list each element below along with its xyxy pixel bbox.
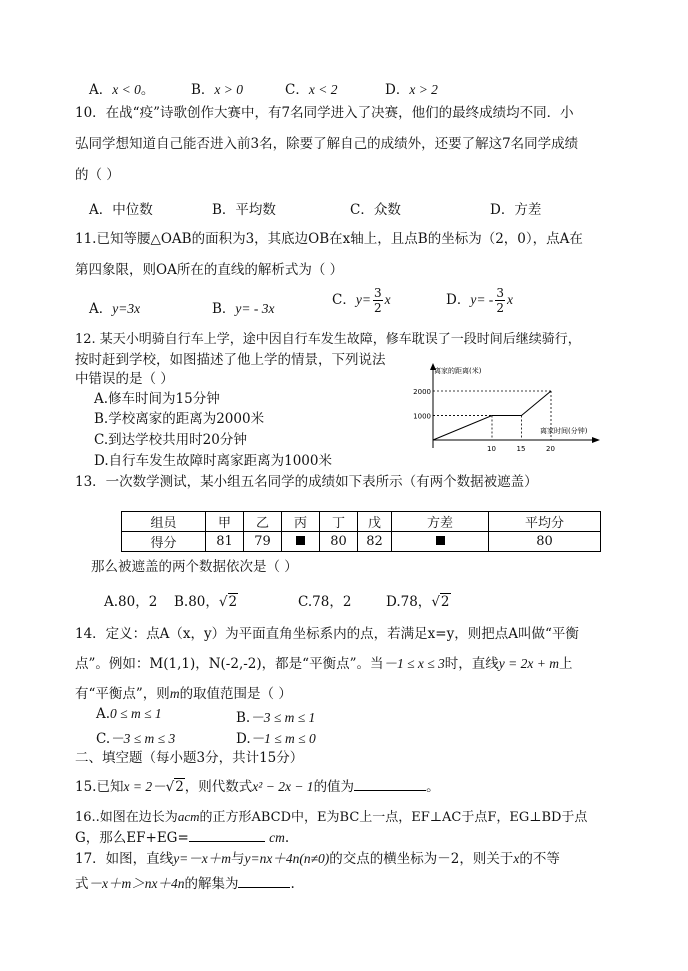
q11-line1: 11.已知等腰△OAB的面积为3，其底边OB在x轴上，且点B的坐标为（2，0），点A在 <box>75 231 583 247</box>
q14-line1: 14．定义：点A（x，y）为平面直角坐标系内的点，若满足x=y，则把点A叫做“平衡 <box>75 626 579 642</box>
section-title: 二、填空题（每小题3分，共计15分） <box>75 750 304 766</box>
table-cell: 乙 <box>244 512 282 532</box>
table-cell: 80 <box>320 532 358 552</box>
table-cell: 80 <box>489 532 601 552</box>
q11-option-a: A．y=3x <box>89 301 141 317</box>
q12-option-d: D.自行车发生故障时离家距离为1000米 <box>94 453 332 469</box>
y-tick-label: 1000 <box>413 412 431 421</box>
table-cell: 79 <box>244 532 282 552</box>
x-axis-label: 离家时间(分钟) <box>540 427 588 435</box>
sqrt: √2 <box>431 594 450 610</box>
q16-line1: 16..如图在边长为acm的正方形ABCD中，E为BC上一点，EF⊥AC于点F，EG⊥BD于点 <box>75 809 588 825</box>
q10-option-b: B．平均数 <box>212 202 276 218</box>
table-cell: 平均分 <box>489 512 601 532</box>
fraction: $\frac{3}{2}$ <box>373 286 382 315</box>
q13-option-c: C.78，2 <box>298 594 352 610</box>
q14-line2: 点”。例如：M(1,1)，N(-2,-2)，都是“平衡点”。当－1 ≤ x ≤ 3时，直线y = 2x + m上 <box>75 656 573 672</box>
q12-line2: 按时赶到学校，如图描述了他上学的情景，下列说法 <box>75 352 386 368</box>
q11-option-d: D．y= - $\frac{3}{2}$ x <box>446 286 513 315</box>
x-tick-label: 10 <box>487 445 496 453</box>
x-axis-arrow <box>592 437 600 443</box>
q15-line: 15.已知x = 2－√2，则代数式x² − 2x − 1的值为 。 <box>75 779 440 795</box>
q10-option-d: D．方差 <box>490 202 542 218</box>
q17-line2: 式－x＋m＞nx＋4n的解集为 . <box>75 876 295 892</box>
y-axis-label: 离家的距离(米) <box>434 367 482 375</box>
q11-option-b: B．y= - 3x <box>212 301 275 317</box>
table-cell: 丙 <box>282 512 320 532</box>
q10-line3: 的（ ） <box>75 167 120 183</box>
table-cell: 丁 <box>320 512 358 532</box>
q10-line1: 10．在战“疫”诗歌创作大赛中，有7名同学进入了决赛，他们的最终成绩均不同．小 <box>75 105 574 121</box>
q13-line2: 那么被遮盖的两个数据依次是（ ） <box>91 559 298 575</box>
fraction: $\frac{3}{2}$ <box>496 286 504 315</box>
table-cell: 组员 <box>122 512 206 532</box>
q11-line2: 第四象限，则OA所在的直线的解析式为（ ） <box>75 262 344 278</box>
answer-blank[interactable] <box>354 790 426 791</box>
table-row <box>122 532 601 552</box>
hidden-value-block <box>296 536 305 545</box>
q13-option-b: B.80，√2 <box>174 594 238 610</box>
q12-option-a: A.修车时间为15分钟 <box>94 391 220 407</box>
hidden-value-block <box>436 536 445 545</box>
q9-option-d: D．x > 2 <box>385 82 438 98</box>
q17-line1: 17．如图，直线y=－x＋m与y=nx＋4n(n≠0)的交点的横坐标为－2，则关于x的不等 <box>75 851 560 867</box>
x-tick-label: 15 <box>516 445 526 453</box>
table-cell <box>282 532 320 552</box>
answer-blank[interactable] <box>238 887 290 888</box>
q9-option-c: C．x < 2 <box>285 82 338 98</box>
table-cell: 戊 <box>358 512 392 532</box>
sqrt: √2 <box>218 594 238 610</box>
q9-option-a: A．x < 0。 <box>89 82 155 98</box>
table-cell: 82 <box>358 532 392 552</box>
q16-line2: G，那么EF+EG= cm. <box>75 830 290 846</box>
table-cell <box>392 532 489 552</box>
sqrt: √2 <box>165 779 184 795</box>
x-tick-label: 20 <box>546 445 555 453</box>
q13-line1: 13．一次数学测试，某小组五名同学的成绩如下表所示（有两个数据被遮盖） <box>75 474 538 490</box>
q12-option-c: C.到达学校共用时20分钟 <box>94 432 247 448</box>
table-header-row <box>122 512 601 532</box>
q10-option-c: C．众数 <box>350 202 401 218</box>
q10-option-a: A．中位数 <box>89 202 153 218</box>
table-cell: 得分 <box>122 532 206 552</box>
score-table <box>121 511 601 552</box>
q14-option-d: D.－1 ≤ m ≤ 0 <box>236 731 316 747</box>
q14-option-a: A.0 ≤ m ≤ 1 <box>96 706 162 722</box>
q10-line2: 弘同学想知道自己能否进入前3名，除要了解自己的成绩外，还要了解这7名同学成绩 <box>75 136 579 152</box>
distance-time-chart <box>413 360 608 460</box>
q12-line1: 12. 某天小明骑自行车上学，途中因自行车发生故障，修车耽误了一段时间后继续骑行， <box>75 332 581 347</box>
q13-option-d: D.78，√2 <box>386 594 450 610</box>
table-cell: 甲 <box>206 512 244 532</box>
q9-option-b: B．x > 0 <box>191 82 244 98</box>
q13-option-a: A.80，2 <box>104 594 158 610</box>
q11-option-c: C．y= $\frac{3}{2}$ x <box>332 286 391 315</box>
q12-line3: 中错误的是（ ） <box>75 371 174 387</box>
y-tick-label: 2000 <box>413 388 431 396</box>
q14-line3: 有“平衡点”，则m的取值范围是（ ） <box>75 686 292 702</box>
q14-option-c: C.－3 ≤ m ≤ 3 <box>96 731 176 747</box>
table-cell: 方差 <box>392 512 489 532</box>
table-cell: 81 <box>206 532 244 552</box>
answer-blank[interactable] <box>189 841 265 842</box>
q14-option-b: B.－3 ≤ m ≤ 1 <box>236 710 316 726</box>
q12-option-b: B.学校离家的距离为2000米 <box>94 411 265 427</box>
